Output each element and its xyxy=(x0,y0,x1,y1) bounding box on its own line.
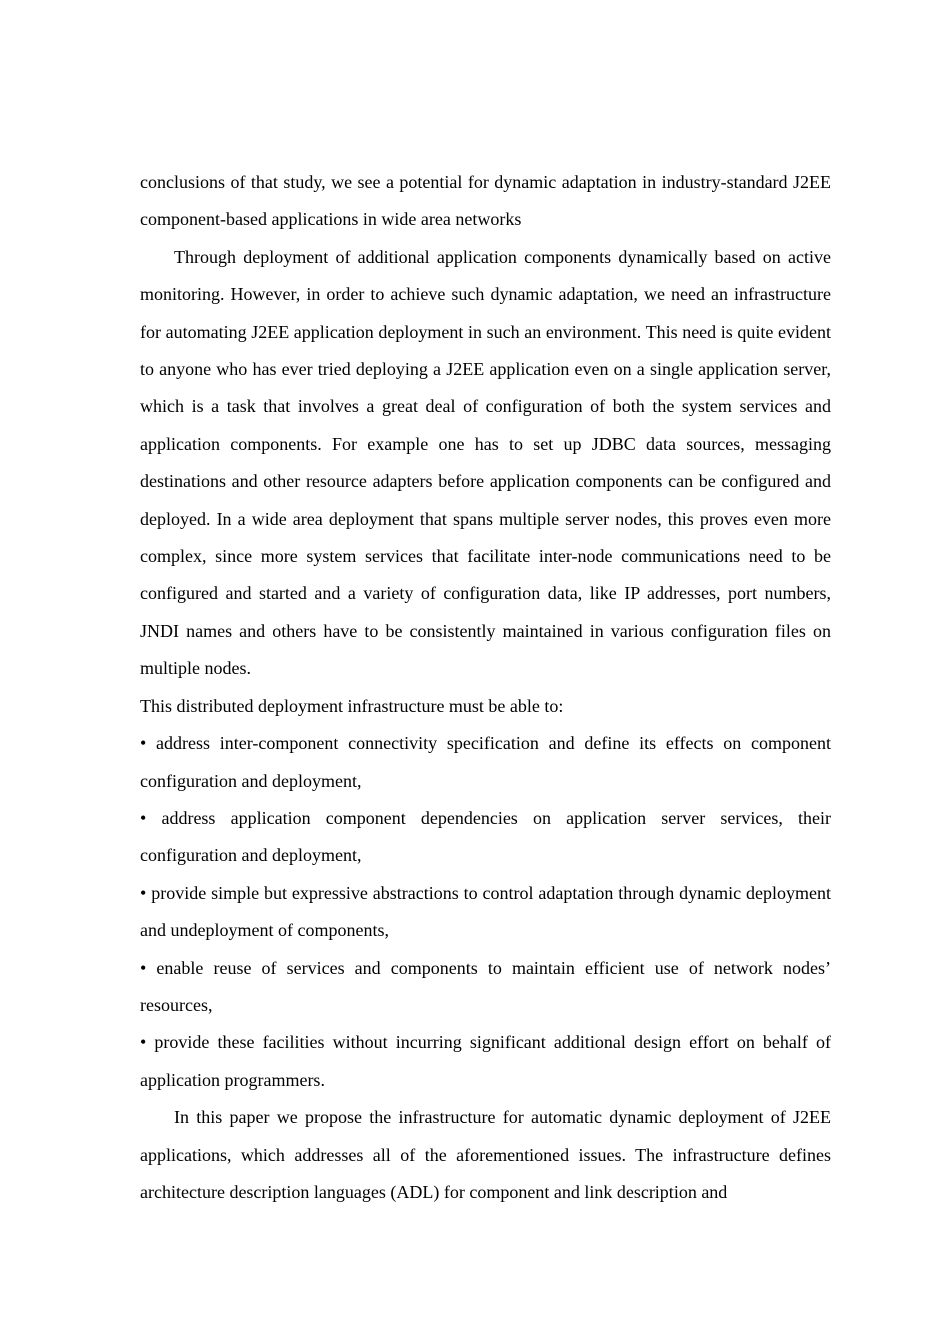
document-page xyxy=(140,164,831,1211)
bullet-item-reuse: • enable reuse of services and components to maintain efficient use of network nodes’ resources, xyxy=(140,957,831,1015)
paragraph-proposal: In this paper we propose the infrastructure for automatic dynamic deployment of J2EE applications, which addresses all of the aforementioned issues. The infrastructure defines architecture description languages (ADL) for component and link description and xyxy=(140,1107,831,1202)
bullet-item-connectivity: • address inter-component connectivity specification and define its effects on component configuration and deployment, xyxy=(140,733,831,791)
bullet-item-facilities: • provide these facilities without incurring significant additional design effort on behalf of application programmers. xyxy=(140,1032,831,1090)
paragraph-deployment-motivation: Through deployment of additional application components dynamically based on active monitoring. However, in order to achieve such dynamic adaptation, we need an infrastructure for automating J2EE application deployment in such an environment. This need is quite evident to anyone who has ever tried deploying a J2EE application even on a single application server, which is a task that involves a great deal of configuration of both the system services and application components. For example one has to set up JDBC data sources, messaging destinations and other resource adapters before application components can be configured and deployed. In a wide area deployment that spans multiple server nodes, this proves even more complex, since more system services that facilitate inter-node communications need to be configured and started and a variety of configuration data, like IP addresses, port numbers, JNDI names and others have to be consistently maintained in various configuration files on multiple nodes. xyxy=(140,246,831,679)
bullet-item-dependencies: • address application component dependencies on application server services, their configuration and deployment, xyxy=(140,807,831,866)
paragraph-requirements-intro: This distributed deployment infrastructure must be able to: xyxy=(140,695,564,716)
paragraph-continuation: conclusions of that study, we see a potential for dynamic adaptation in industry-standard J2EE component-based applications in wide area networks xyxy=(140,172,831,230)
bullet-item-abstractions: • provide simple but expressive abstractions to control adaptation through dynamic deployment and undeployment of components, xyxy=(140,882,831,941)
